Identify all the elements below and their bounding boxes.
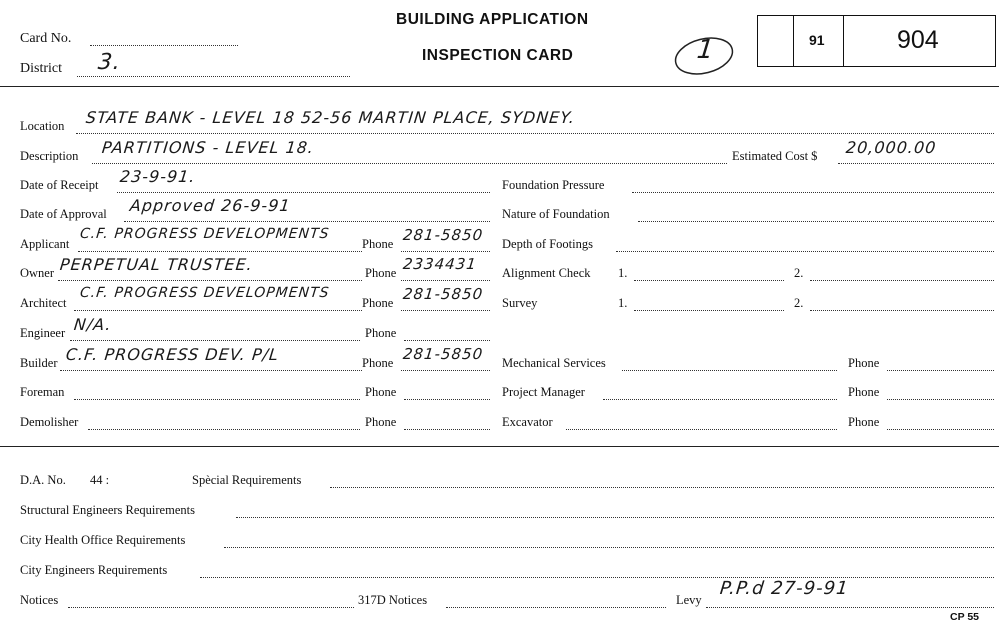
architect-phone-field[interactable] [401,310,490,311]
architect-value: C.F. PROGRESS DEVELOPMENTS [79,285,331,301]
date-receipt-value: 23-9-91. [119,167,197,186]
levy-value: P.P.d 27-9-91 [718,578,850,599]
da-number-value: 44 : [90,473,110,487]
builder-value: C.F. PROGRESS DEV. P/L [65,345,281,364]
survey-label: Survey [502,296,538,310]
survey-num-1: 1. [618,296,628,310]
card-no-field[interactable] [90,45,238,46]
excavator-phone-field[interactable] [887,429,994,430]
description-label: Description [20,149,79,163]
district-value: 3. [96,50,123,75]
alignment-check-num-2: 2. [794,266,804,280]
location-field[interactable] [76,133,994,134]
card-number-small: 91 [809,32,825,48]
applicant-field[interactable] [78,251,362,252]
foundation-pressure-field[interactable] [632,192,994,193]
demolisher-phone-label: Phone [365,415,397,429]
alignment-check-num-1: 1. [618,266,628,280]
applicant-phone-field[interactable] [401,251,490,252]
description-value: PARTITIONS - LEVEL 18. [101,138,316,157]
survey-field-1[interactable] [634,310,784,311]
project-manager-phone-label: Phone [848,385,880,399]
foreman-label: Foreman [20,385,65,399]
date-approval-label: Date of Approval [20,207,107,221]
district-field[interactable] [77,76,350,77]
estimated-cost-value: 20,000.00 [845,138,938,157]
applicant-label: Applicant [20,237,70,251]
owner-phone-field[interactable] [401,280,490,281]
section-divider [0,446,999,447]
foundation-pressure-label: Foundation Pressure [502,178,605,192]
structural-requirements-field[interactable] [236,517,994,518]
excavator-field[interactable] [566,429,837,430]
foreman-field[interactable] [74,399,360,400]
mechanical-phone-field[interactable] [887,370,994,371]
applicant-value: C.F. PROGRESS DEVELOPMENTS [79,226,331,242]
health-requirements-field[interactable] [224,547,994,548]
mechanical-services-label: Mechanical Services [502,356,606,370]
levy-field[interactable] [706,607,994,608]
project-manager-label: Project Manager [502,385,585,399]
card-number-divider-2 [843,16,844,66]
owner-field[interactable] [58,280,362,281]
card-number-divider-1 [793,16,794,66]
district-label: District [20,61,62,76]
builder-phone-label: Phone [362,356,394,370]
date-receipt-field[interactable] [117,192,490,193]
special-requirements-label: Spècial Requirements [192,473,302,487]
date-approval-field[interactable] [124,221,490,222]
nature-foundation-field[interactable] [638,221,994,222]
form-code: CP 55 [950,611,979,623]
engineers-requirements-field[interactable] [200,577,994,578]
survey-field-2[interactable] [810,310,994,311]
architect-label: Architect [20,296,67,310]
notices-317d-label: 317D Notices [358,593,428,607]
owner-label: Owner [20,266,55,280]
builder-phone-field[interactable] [401,370,490,371]
notices-317d-field[interactable] [446,607,666,608]
form-title-line2: INSPECTION CARD [422,47,574,64]
notices-label: Notices [20,593,59,607]
estimated-cost-label: Estimated Cost $ [732,149,818,163]
owner-phone-label: Phone [365,266,397,280]
architect-phone-value: 281-5850 [402,285,485,303]
foreman-phone-label: Phone [365,385,397,399]
demolisher-field[interactable] [88,429,360,430]
builder-field[interactable] [60,370,362,371]
survey-num-2: 2. [794,296,804,310]
engineer-phone-label: Phone [365,326,397,340]
header-divider [0,86,999,87]
applicant-phone-label: Phone [362,237,394,251]
structural-requirements-label: Structural Engineers Requirements [20,503,195,517]
location-value: STATE BANK - LEVEL 18 52-56 MARTIN PLACE, SYDNEY. [85,108,577,127]
date-receipt-label: Date of Receipt [20,178,99,192]
levy-label: Levy [676,593,702,607]
mechanical-phone-label: Phone [848,356,880,370]
demolisher-label: Demolisher [20,415,79,429]
project-manager-phone-field[interactable] [887,399,994,400]
depth-footings-label: Depth of Footings [502,237,593,251]
excavator-phone-label: Phone [848,415,880,429]
owner-value: PERPETUAL TRUSTEE. [59,255,254,274]
card-no-label: Card No. [20,31,72,46]
applicant-phone-value: 281-5850 [402,226,485,244]
engineer-label: Engineer [20,326,66,340]
excavator-label: Excavator [502,415,553,429]
notices-field[interactable] [68,607,354,608]
foreman-phone-field[interactable] [404,399,490,400]
demolisher-phone-field[interactable] [404,429,490,430]
alignment-check-field-2[interactable] [810,280,994,281]
depth-footings-field[interactable] [616,251,994,252]
architect-field[interactable] [74,310,362,311]
da-number-label: D.A. No. [20,473,66,487]
card-number-large: 904 [897,26,939,54]
nature-foundation-label: Nature of Foundation [502,207,610,221]
architect-phone-label: Phone [362,296,394,310]
alignment-check-label: Alignment Check [502,266,591,280]
project-manager-field[interactable] [603,399,837,400]
special-requirements-field[interactable] [330,487,994,488]
engineer-field[interactable] [70,340,360,341]
builder-phone-value: 281-5850 [402,345,485,363]
estimated-cost-field[interactable] [838,163,994,164]
location-label: Location [20,119,65,133]
alignment-check-field-1[interactable] [634,280,784,281]
description-field[interactable] [92,163,727,164]
circled-number: 1 [695,35,717,65]
form-title-line1: BUILDING APPLICATION [396,11,589,28]
builder-label: Builder [20,356,58,370]
date-approval-value: Approved 26-9-91 [129,196,292,215]
owner-phone-value: 2334431 [402,255,478,273]
mechanical-services-field[interactable] [622,370,837,371]
health-requirements-label: City Health Office Requirements [20,533,186,547]
engineer-value: N/A. [73,315,113,334]
engineer-phone-field[interactable] [404,340,490,341]
engineers-requirements-label: City Engineers Requirements [20,563,168,577]
